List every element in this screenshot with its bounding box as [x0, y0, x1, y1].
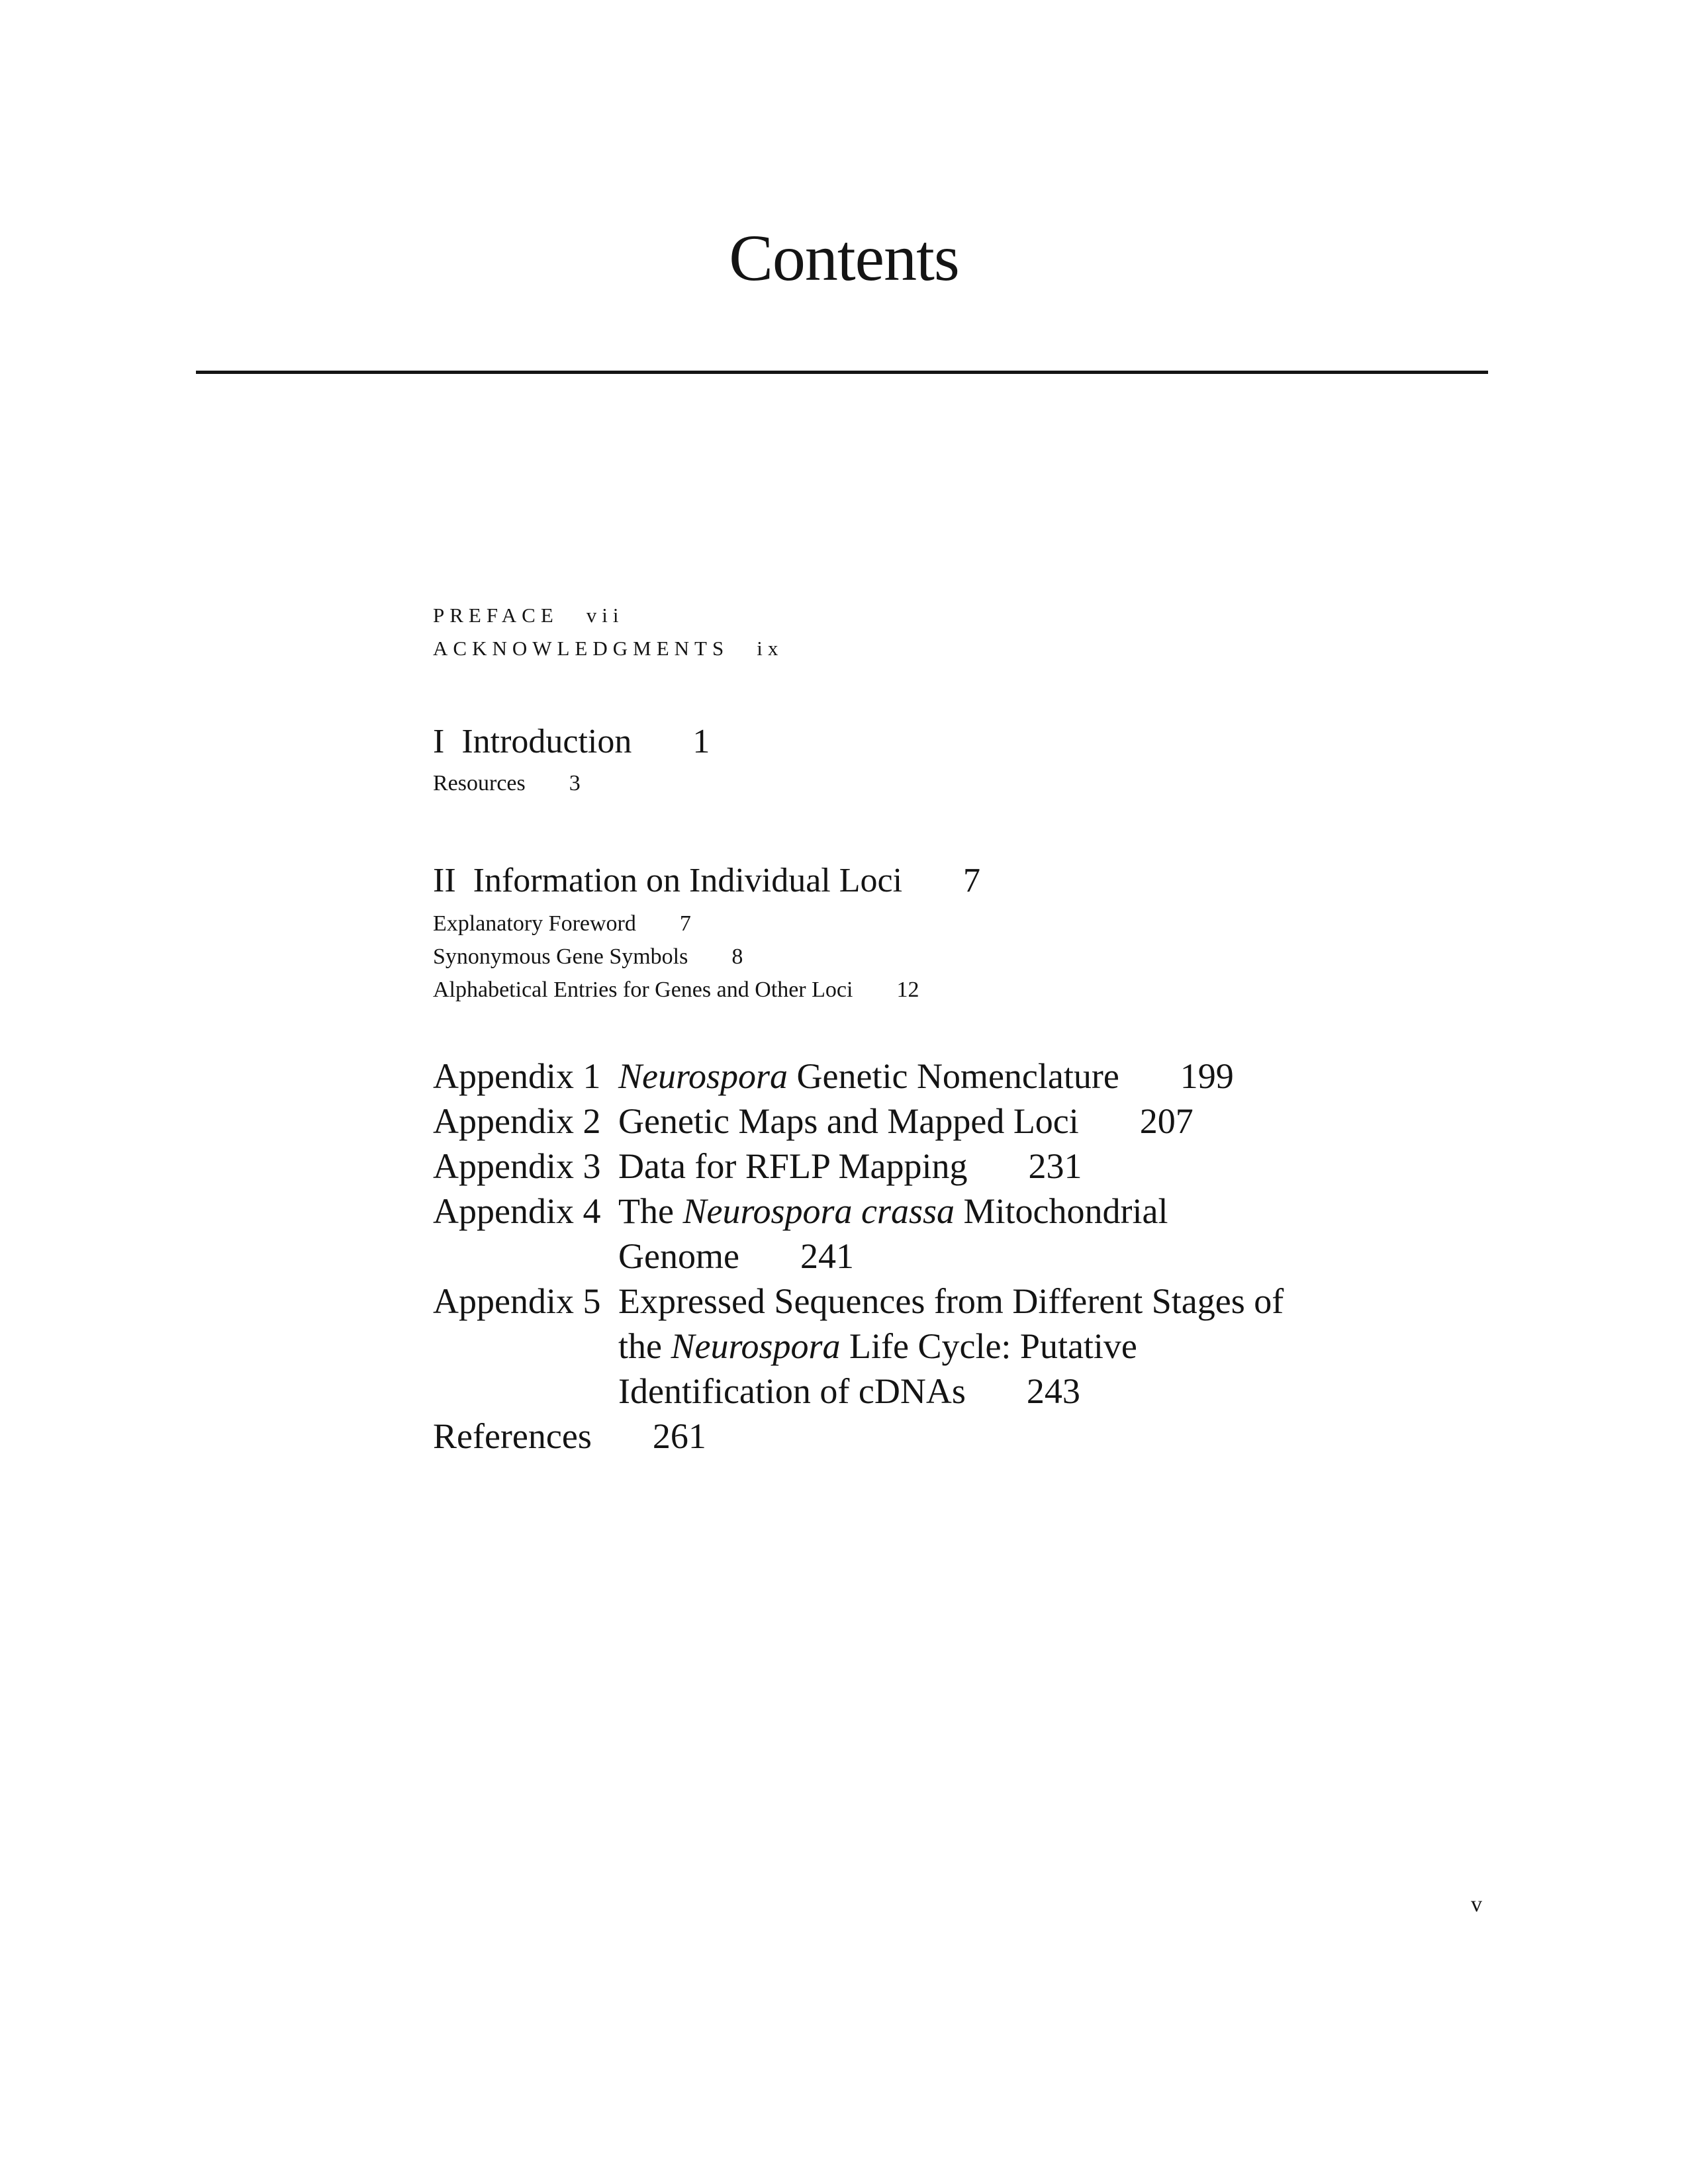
toc-entry-preface[interactable]	[433, 602, 624, 629]
part-number: II	[433, 862, 456, 899]
toc-entry-label: PREFACE	[433, 604, 559, 627]
toc-entry-label: Explanatory Foreword	[433, 911, 636, 936]
toc-part-introduction[interactable]	[433, 721, 710, 762]
italic-term: Neurospora	[618, 1056, 788, 1096]
part-title: Information on Individual Loci	[473, 862, 903, 899]
appendix-title: Neurospora Genetic Nomenclature 199	[618, 1056, 1234, 1096]
part-number: I	[433, 723, 445, 760]
references-page: 261	[652, 1416, 706, 1456]
toc-part-information-on-individual-loci[interactable]	[433, 860, 980, 901]
toc-entry-label: Resources	[433, 771, 526, 796]
appendix-page: 241	[800, 1236, 854, 1276]
toc-entry-page: 7	[679, 911, 691, 936]
toc-entry-page: ix	[757, 637, 784, 660]
appendix-page: 207	[1139, 1101, 1194, 1141]
toc-entry-page: 3	[569, 771, 581, 796]
appendix-label: Appendix 1	[433, 1056, 601, 1096]
appendix-label: Appendix 2	[433, 1101, 601, 1141]
part-title: Introduction	[461, 723, 632, 760]
appendix-page: 243	[1026, 1371, 1080, 1411]
appendix-label: Appendix 4	[433, 1191, 601, 1231]
part-page: 1	[692, 723, 710, 760]
toc-entry-page: 12	[896, 978, 919, 1002]
references-label: References 261	[433, 1416, 706, 1456]
toc-entry-alphabetical-entries[interactable]	[433, 974, 919, 1006]
toc-entry-explanatory-foreword[interactable]	[433, 908, 691, 940]
appendix-label: Appendix 5	[433, 1281, 601, 1321]
toc-entry-acknowledgments[interactable]	[433, 635, 783, 662]
italic-term: Neurospora	[671, 1326, 841, 1366]
appendix-title: Data for RFLP Mapping 231	[618, 1146, 1082, 1186]
toc-entry-page: 8	[731, 944, 743, 969]
page-folio: v	[1471, 1892, 1482, 1917]
appendix-label: Appendix 3	[433, 1146, 601, 1186]
toc-entry-label: Alphabetical Entries for Genes and Other Loci	[433, 978, 853, 1002]
toc-entry-synonymous-gene-symbols[interactable]	[433, 941, 743, 973]
toc-entry-resources[interactable]	[433, 768, 581, 799]
toc-entry-label: ACKNOWLEDGMENTS	[433, 637, 729, 660]
page-title: Contents	[729, 221, 959, 295]
appendix-page: 199	[1180, 1056, 1234, 1096]
toc-entry-label: Synonymous Gene Symbols	[433, 944, 688, 969]
appendix-title: Genetic Maps and Mapped Loci 207	[618, 1101, 1194, 1141]
italic-term: Neurospora crassa	[682, 1191, 955, 1231]
toc-entry-page: vii	[586, 604, 624, 627]
title-rule	[196, 371, 1488, 374]
appendix-title: Expressed Sequences from Different Stages of the Neurospora Life Cycle: Putative Identification of cDNAs 243	[618, 1281, 1284, 1411]
appendix-page: 231	[1028, 1146, 1082, 1186]
part-page: 7	[963, 862, 981, 899]
appendix-title: The Neurospora crassa Mitochondrial Genome 241	[618, 1191, 1168, 1276]
